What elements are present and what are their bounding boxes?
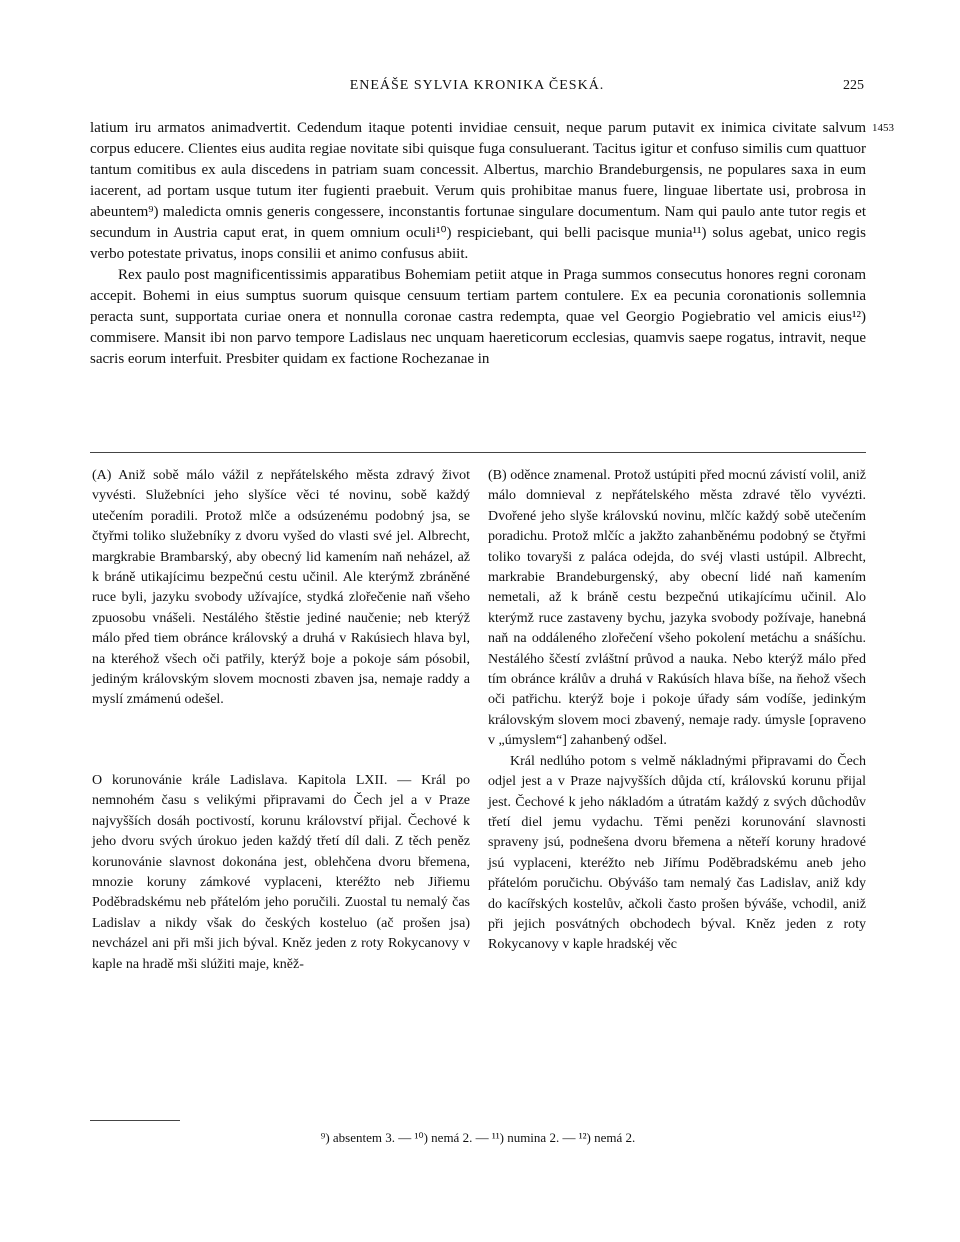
running-title: ENEÁŠE SYLVIA KRONIKA ČESKÁ. [349,78,605,93]
latin-paragraph: latium iru armatos animadvertit. Cedendum itaque potenti invidiae censuit, neque parum putavit ex inimica civitate salvum corpus educere. Clientes eius audita regiae novitate sibi quisque fuga consuluerant. Tacitus igitur et confuso similis cum quattuor tantum comitibus ex aula discedens in patriam suam concessit. Albertus, marchio Brandeburgensis, ne populares saxa in eum iacerent, ad portam usque tutum iter fugienti praebuit. Verum quis prohibitae manus fuere, linguae libertate usi, probrosa in abeuntem⁹) maledicta omnis generis congessere, inconstantis fortunae singulare documentum. Nam qui paulo ante tutor regis et secundum in Austria caput erat, in quem omnium oculi¹⁰) respiciebant, qui belli pacisque munia¹¹) solus agebat, unico regis verbo potestate privatus, inops consilii et animo confusus abiit. [90,120,866,262]
column-b-chapter-paragraph: Král nedlúho potom s velmě nákladnými připravami do Čech odjel jest a v Praze najvyšších důjda ctí, královskú korunu přijal jest. Čechové k jeho nákladóm a útratám každý z svých důchodův třetí diel jemu vydachu. Těmi penězi korunování slavnosti spraveny jsú, podnešena dvoru břemena a něteří koruny hradové jsú vyplaceni, kteréžto neb Jiřímu Poděbradskému aneb jeho přátelóm poručichu. Obývášo tam nemalý čas Ladislav, aniž kdy do kacířských kostelův, ačkoli často prošen býváše, vchodil, aniž při jejich posvátných obchodech býval. Kněz jeden z roty Rokycanovy v kaple hradskéj věc [488,753,866,953]
latin-paragraph: Rex paulo post magnificentissimis apparatibus Bohemiam petiit atque in Praga summos consecutus honores regni coronam accepit. Bohemi in eius sumptus suorum quisque censuum tertiam partem contulere. Ex ea pecunia coronationis sollemnia peracta sunt, supportata curiae onera et nonnulla coronae castra redempta, quae vel Georgio Pogiebratio vel amicis eius¹²) commisere. Mansit ibi non parvo tempore Ladislaus nec unquam haereticorum ecclesias, quamvis saepe rogatus, intravit, neque sacris eorum interfuit. Presbiter quidam ex factione Rochezanae in [90,267,866,367]
czech-column-a [92,466,470,975]
column-a-chapter-paragraph: O korunovánie krále Ladislava. Kapitola LXII. — Král po nemnohém času s velikými připravami do Čech jel a v Praze najvyšších dosáh poctivostí, korunu království přijal. Čechové k jeho dvoru svých úrokuo jeden každý třetí díl dali. Z těch peněz korunovánie slavnost dokonána jest, oblehčena dvoru břemena, mnozie koruny zámkové vyplaceni, kteréžto neb Jiřiemu Poděbradskému neb přátelóm jeho poručili. Zuostal tu nemalý čas Ladislav a nikdy však do českých kosteluo (ač prošen jsa) nevcházel ani při mši jich býval. Kněz jeden z roty Rokycanovy v kaple na hradě mši slúžiti maje, kněž- [92,772,470,972]
column-b-paragraph: (B) oděnce znamenal. Protož ustúpiti před mocnú závistí volil, aniž málo domnieval z nepřátelského města zdravé tělo vyvézti. Dvořené jeho slyše královskú novinu, mlčíc každý sobě utečením poradichu. Protož mlčíc a jakžto zahanběnému podobný se čtyřmi toliko tovaryši z paláca odejda, do svéj vlasti ustúpil. Albrecht, markrabie Brandeburgenský, aby obecní lidé naň kamením nemetali, až k bráně cestu bezpečnú utikajícímu učinil. Alo kterýmž ruce zastaveny bychu, jazyka svobody požívaje, hanebná naň na oddáleného zlořečení všeho pokolení metáchu a snášíchu. Nestálého ščestí zvláštní průvod a nauka. Nebo kterýž málo před tím obránce králův a druhá v Rakúsích hlava bíše, na ňehož všech oči patřichu. kterýž boje i pokoje úřady sám vodíše, jedinkým královským slovem moci zbavený, nemaje rady. úmysle [opraveno v „úmyslem“] zahanbený odšel. [488,468,866,749]
column-a-paragraph: (A) Aniž sobě málo vážil z nepřátelského města zdravý život vyvésti. Služebníci jeho slyšíce věci té novinu, sobě každý utečením poradili. Protož mlče a odsúzenému podobný jsa, se čtyřmi toliko služebníky z dvoru vyšed do vlasti své jel. Albrecht, margkrabie Brambarský, aby obecný lid kamením naň neházel, až k bráně utikajícimu bezpečnú cestu učinil. Ale kterýmž zbráněné ruce byli, jazyku svobody užívajíce, stydká zlořečenie naň všeho zpuosobu vnášeli. Nestálého štěstie jediné naučenie; neb kterýž málo před tiem obránce královský a druhá v Rakúsiech hlava byl, na kteréhož všech oči patřily, kterýž boje a pokoje sám pósobil, jediným královským slovem mocnosti zbaven jsa, nemaje raddy a myslí zmámenú odešel. [92,468,470,708]
footnotes: ⁹) absentem 3. — ¹⁰) nemá 2. — ¹¹) numina 2. — ¹²) nemá 2. [320,1130,636,1145]
latin-text-block [90,118,866,370]
footnote-divider [90,1120,180,1121]
section-divider [90,452,866,453]
czech-column-b [488,466,866,956]
page-number: 225 [843,78,864,93]
margin-year-note: 1453 [872,122,894,134]
page-header [90,78,864,100]
